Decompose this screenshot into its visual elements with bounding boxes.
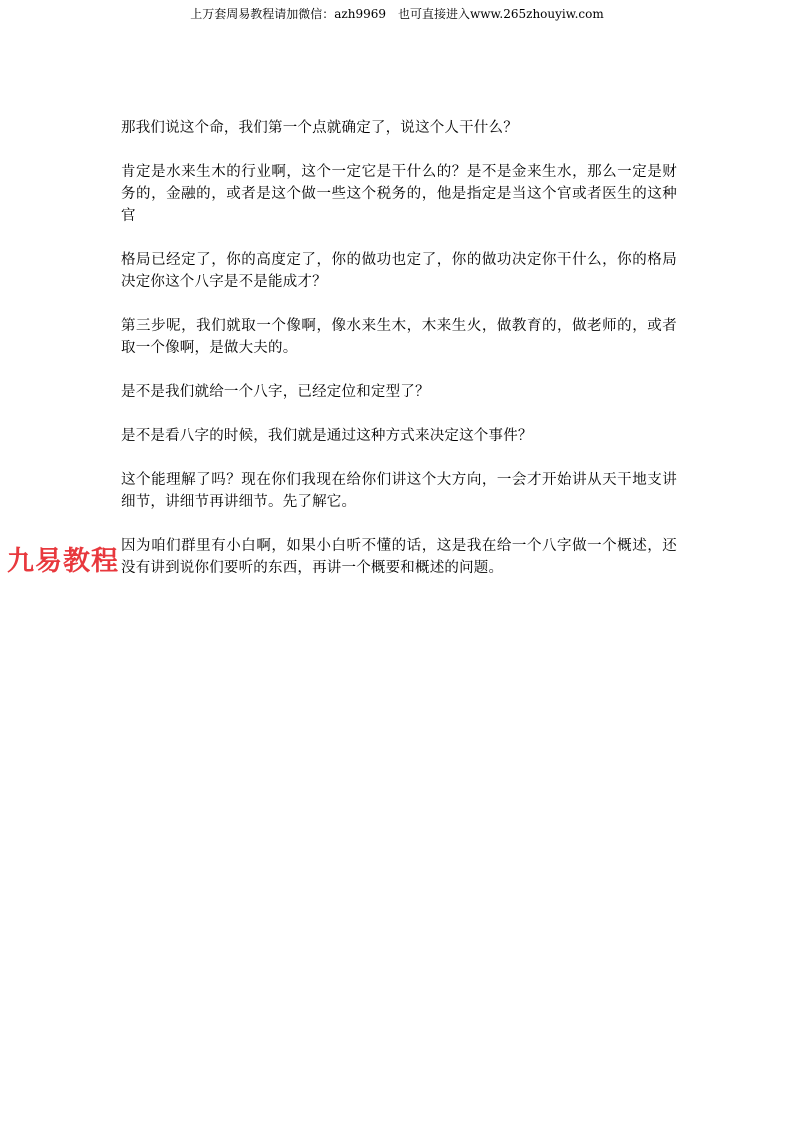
paragraph-3: 格局已经定了，你的高度定了，你的做功也定了，你的做功决定你干什么，你的格局决定你这个八字是不是能成才？ [121,252,677,290]
header-banner: 上万套周易教程请加微信：azh9969 也可直接进入www.265zhouyiw.com [190,7,604,21]
paragraph-4: 第三步呢，我们就取一个像啊，像水来生木，木来生火，做教育的，做老师的，或者取一个像啊，是做大夫的。 [121,318,677,356]
paragraph-8: 因为咱们群里有小白啊，如果小白听不懂的话，这是我在给一个八字做一个概述，还没有讲到说你们要听的东西，再讲一个概要和概述的问题。 [121,538,677,576]
paragraph-7: 这个能理解了吗？现在你们我现在给你们讲这个大方向，一会才开始讲从天干地支讲细节，讲细节再讲细节。先了解它。 [121,472,677,510]
paragraph-1: 那我们说这个命，我们第一个点就确定了，说这个人干什么？ [121,120,518,136]
paragraph-6: 是不是看八字的时候，我们就是通过这种方式来决定这个事件？ [121,428,533,444]
watermark-logo: 九易教程 [7,546,119,577]
paragraph-5: 是不是我们就给一个八字，已经定位和定型了？ [121,384,430,400]
document-body [121,117,677,601]
paragraph-2: 肯定是水来生木的行业啊，这个一定它是干什么的？是不是金来生水，那么一定是财务的，金融的，或者是这个做一些这个税务的，他是指定是当这个官或者医生的这种官 [121,164,677,224]
